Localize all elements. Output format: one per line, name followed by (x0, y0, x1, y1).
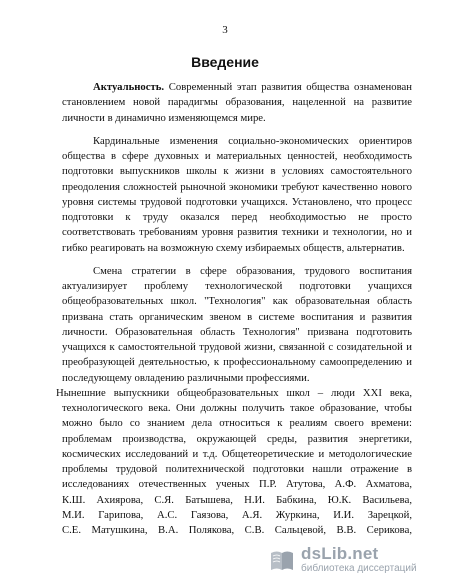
text-line: исследованиях отечественных ученых П.Р. Атутова, А.Ф. Ахматова, (62, 478, 412, 491)
text-line: подготовки выпускников школы к жизни в условиях самостоятельного (62, 165, 412, 178)
text-line: личности. Образовательная область Технология" призвана подготовить (62, 325, 412, 338)
text-line: технологического века. Они должны получить такое образование, чтобы (62, 402, 412, 414)
text-line: можно было со знанием дела относиться к реалиям своего времени: (62, 417, 412, 430)
text-line: учащихся к самостоятельной трудовой жизни, связанной с созидательной и (62, 341, 412, 353)
text-line: К.Ш. Ахиярова, С.Я. Батышева, Н.И. Бабкина, Ю.К. Васильева, (62, 493, 412, 506)
text-line: космических исследований и т.д. Общетеоретические и методологические (62, 447, 412, 460)
text-line: становлением новой парадигмы образования, нацеленной на развитие (62, 96, 412, 109)
text-line: призвана стать органическим звеном в системе воспитания и развития (62, 310, 412, 323)
text-line: Смена стратегии в сфере образования, трудового воспитания (93, 264, 412, 277)
text-line: проблемам производства, окружающей среды, развития энергетики, (62, 432, 412, 445)
document-body (56, 72, 412, 538)
text-line: соответствовать требованиям уровня развития техники и технологии, но и (62, 226, 412, 239)
text-line: преодоления сложностей рыночной экономики требуют качественно нового (62, 180, 412, 193)
text-line: подготовки к труду оказался перед необходимостью не просто (62, 211, 412, 223)
paragraph-relevance (62, 80, 412, 126)
text-line: М.И. Гарипова, А.С. Гаязова, А.Я. Журкина, И.И. Зарецкой, (62, 508, 412, 521)
watermark-subtitle: библиотека диссертаций (301, 563, 417, 574)
text-line: Нынешние выпускники общеобразовательных школ – люди XXI века, (56, 386, 412, 399)
paragraph-changes (62, 134, 412, 256)
watermark (268, 544, 438, 576)
page-number: 3 (222, 24, 228, 36)
text-line: актуализирует проблему технологической подготовки учащихся (62, 280, 412, 292)
text-line: личности в динамично изменяющемся мире. (62, 111, 266, 124)
text-line: общеобразовательных школ. "Технология" как образовательная область (62, 295, 412, 308)
text-line: последующему овладению различными профессиями. (62, 371, 310, 384)
watermark-brand: dsLib.net (301, 544, 379, 563)
paragraph-strategy (62, 264, 412, 386)
lead-term: Актуальность. (93, 81, 165, 93)
text-line: гибко реагировать на возможную схему избираемых обществ, альтернатив. (62, 241, 405, 254)
text-line: общества в сфере духовных и материальных ценностей, необходимость (62, 150, 412, 162)
text-line: уровня системы трудовой подготовки учащихся. Установлено, что процесс (62, 195, 412, 208)
book-logo-icon (268, 546, 296, 574)
section-title: Введение (191, 54, 259, 70)
paragraph-graduates (56, 386, 412, 539)
text-line: проблемы трудовой политехнической подготовки нашли отражение в (62, 463, 412, 475)
text-line: преобразующей деятельностью, к профессиональному самоопределению и (62, 356, 412, 369)
text-line: Кардинальные изменения социально-экономических ориентиров (93, 134, 412, 147)
text-line: Актуальность. Современный этап развития общества ознаменован (93, 81, 412, 93)
text-line: С.Е. Матушкина, В.А. Полякова, С.В. Сальцевой, В.В. Серикова, (62, 524, 412, 536)
